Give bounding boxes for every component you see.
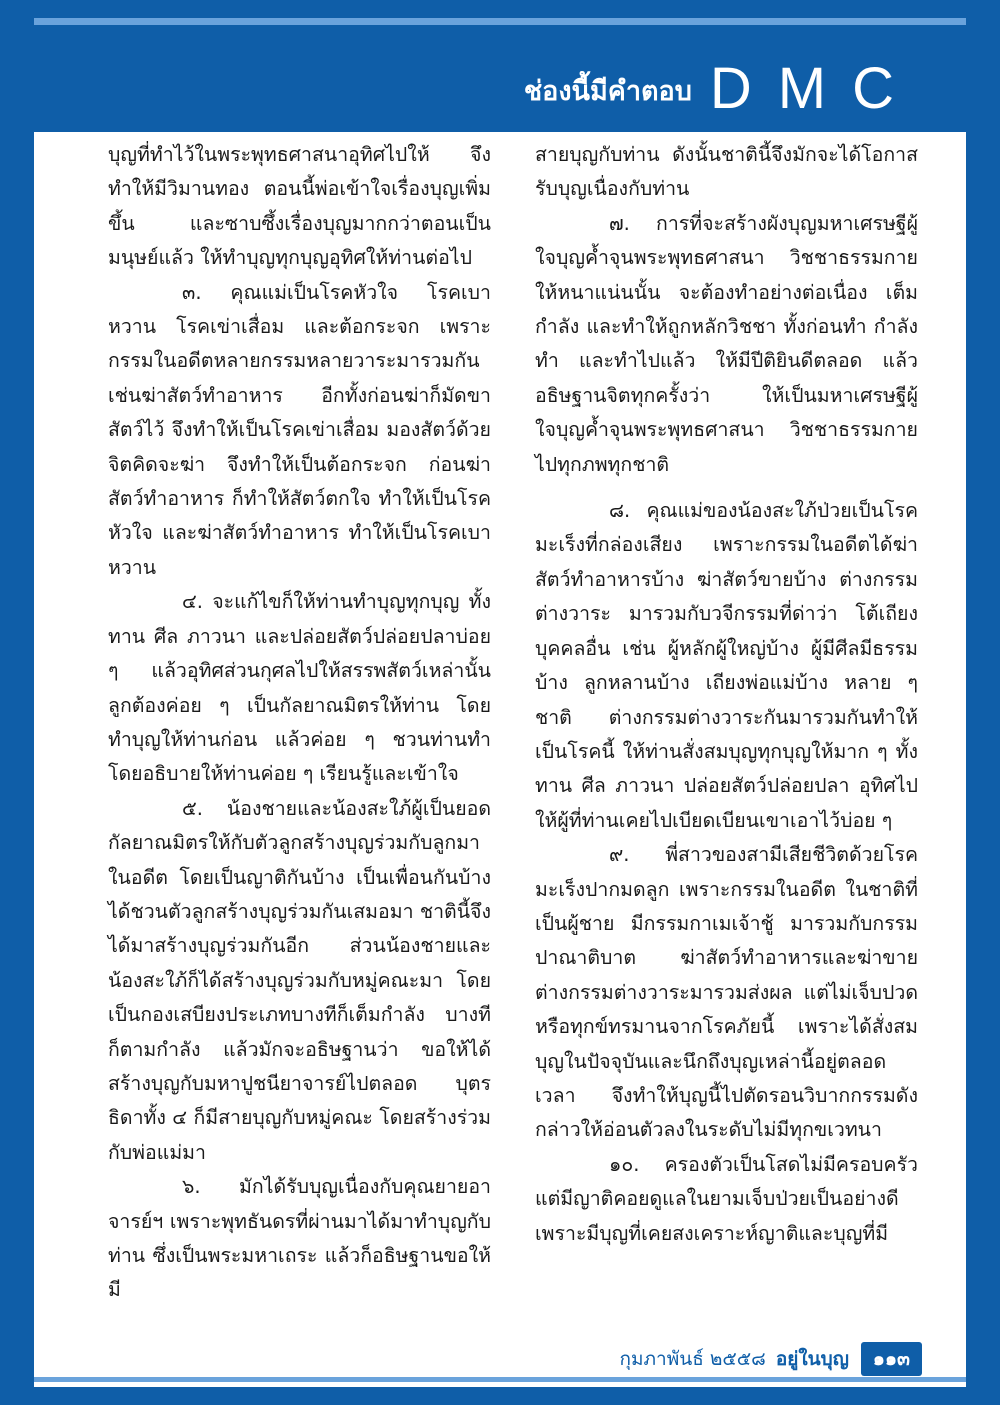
paragraph: ๘. คุณแม่ของน้องสะใภ้ป่วยเป็นโรคมะเร็งที่กล่องเสียง เพราะกรรมในอดีตได้ฆ่าสัตว์ทำอาหารบ้าง ฆ่าสัตว์ขายบ้าง ต่างกรรมต่างวาระ มารวมกับวจีกรรมที่ด่าว่า โต้เถียงบุคคลอื่น เช่น ผู้หลักผู้ใหญ่บ้าง ผู้มีศีลมีธรรมบ้าง ลูกหลานบ้าง เถียงพ่อแม่บ้าง หลาย ๆ ชาติ ต่างกรรมต่างวาระกันมารวมกันทำให้เป็นโรคนี้ ให้ท่านสั่งสมบุญทุกบุญให้มาก ๆ ทั้งทาน ศีล ภาวนา ปล่อยสัตว์ปล่อยปลา อุทิศไปให้ผู้ที่ท่านเคยไปเบียดเบียนเขาเอาไว้บ่อย ๆ — [535, 499, 918, 832]
issue-date: กุมภาพันธ์ ๒๕๕๘ — [619, 1348, 766, 1370]
right-text-column — [535, 138, 918, 1251]
column-title: ช่องนี้มีคำตอบ — [523, 76, 692, 107]
magazine-name: อยู่ในบุญ — [775, 1348, 849, 1370]
page-footer — [620, 1342, 923, 1376]
page-number: ๑๑๓ — [861, 1342, 922, 1376]
paragraph: ๗. การที่จะสร้างผังบุญมหาเศรษฐีผู้ใจบุญค้ำจุนพระพุทธศาสนา วิชชาธรรมกายให้หนาแน่นนั้น จะต้องทำอย่างต่อเนื่อง เต็มกำลัง และทำให้ถูกหลักวิชชา ทั้งก่อนทำ กำลังทำ และทำไปแล้ว ให้มีปีติยินดีตลอด แล้วอธิษฐานจิตทุกครั้งว่า ให้เป็นมหาเศรษฐีผู้ใจบุญค้ำจุนพระพุทธศาสนา วิชชาธรรมกาย ไปทุกภพทุกชาติ — [535, 211, 918, 476]
top-light-stripe — [34, 18, 966, 25]
paragraph: สายบุญกับท่าน ดังนั้นชาตินี้จึงมักจะได้โอกาสรับบุญเนื่องกับท่าน — [535, 143, 918, 201]
page-header — [523, 56, 920, 121]
paragraph: ๔. จะแก้ไขก็ให้ท่านทำบุญทุกบุญ ทั้งทาน ศีล ภาวนา และปล่อยสัตว์ปล่อยปลาบ่อย ๆ แล้วอุทิศส่วนกุศลไปให้สรรพสัตว์เหล่านั้น ลูกต้องค่อย ๆ เป็นกัลยาณมิตรให้ท่าน โดยทำบุญให้ท่านก่อน แล้วค่อย ๆ ชวนท่านทำ โดยอธิบายให้ท่านค่อย ๆ เรียนรู้และเข้าใจ — [108, 590, 491, 786]
bottom-light-stripe — [34, 1377, 966, 1382]
paragraph: ๕. น้องชายและน้องสะใภ้ผู้เป็นยอดกัลยาณมิตรให้กับตัวลูกสร้างบุญร่วมกับลูกมาในอดีต โดยเป็นญาติกันบ้าง เป็นเพื่อนกันบ้าง ได้ชวนตัวลูกสร้างบุญร่วมกันเสมอมา ชาตินี้จึงได้มาสร้างบุญร่วมกันอีก ส่วนน้องชายและน้องสะใภ้ก็ได้สร้างบุญร่วมกับหมู่คณะมา โดยเป็นกองเสบียงประเภทบางทีก็เต็มกำลัง บางทีก็ตามกำลัง แล้วมักจะอธิษฐานว่า ขอให้ได้สร้างบุญกับมหาปูชนียาจารย์ไปตลอด บุตรธิดาทั้ง ๔ ก็มีสายบุญกับหมู่คณะ โดยสร้างร่วมกับพ่อแม่มา — [108, 796, 491, 1164]
paragraph: ๑๐. ครองตัวเป็นโสดไม่มีครอบครัว แต่มีญาติคอยดูแลในยามเจ็บป่วยเป็นอย่างดี เพราะมีบุญที่เคยสงเคราะห์ญาติและบุญที่มี — [535, 1152, 918, 1245]
brand-title: DMC — [709, 56, 920, 121]
paragraph: บุญที่ทำไว้ในพระพุทธศาสนาอุทิศไปให้ จึงทำให้มีวิมานทอง ตอนนี้พ่อเข้าใจเรื่องบุญเพิ่มขึ้น และซาบซึ้งเรื่องบุญมากกว่าตอนเป็นมนุษย์แล้ว ให้ทำบุญทุกบุญอุทิศให้ท่านต่อไป — [108, 143, 491, 270]
right-blue-frame — [966, 0, 1000, 1405]
bottom-blue-frame — [0, 1387, 1000, 1405]
paragraph: ๙. พี่สาวของสามีเสียชีวิตด้วยโรคมะเร็งปากมดลูก เพราะกรรมในอดีต ในชาติที่เป็นผู้ชาย มีกรรมกาเมเจ้าชู้ มารวมกับกรรมปาณาติบาต ฆ่าสัตว์ทำอาหารและฆ่าขาย ต่างกรรมต่างวาระมารวมส่งผล แต่ไม่เจ็บปวดหรือทุกข์ทรมานจากโรคภัยนี้ เพราะได้สั่งสมบุญในปัจจุบันและนึกถึงบุญเหล่านี้อยู่ตลอดเวลา จึงทำให้บุญนี้ไปตัดรอนวิบากกรรมดังกล่าวให้อ่อนตัวลงในระดับไม่มีทุกขเวทนา — [535, 843, 918, 1142]
paragraph: ๓. คุณแม่เป็นโรคหัวใจ โรคเบาหวาน โรคเข่าเสื่อม และต้อกระจก เพราะกรรมในอดีตหลายกรรมหลายวาระมารวมกัน เช่นฆ่าสัตว์ทำอาหาร อีกทั้งก่อนฆ่าก็มัดขาสัตว์ไว้ จึงทำให้เป็นโรคเข่าเสื่อม มองสัตว์ด้วยจิตคิดจะฆ่า จึงทำให้เป็นต้อกระจก ก่อนฆ่าสัตว์ทำอาหาร ก็ทำให้สัตว์ตกใจ ทำให้เป็นโรคหัวใจ และฆ่าสัตว์ทำอาหาร ทำให้เป็นโรคเบาหวาน — [108, 280, 491, 579]
left-text-column — [108, 138, 491, 1308]
left-blue-frame — [0, 0, 34, 1405]
paragraph: ๖. มักได้รับบุญเนื่องกับคุณยายอาจารย์ฯ เพราะพุทธันดรที่ผ่านมาได้มาทำบุญกับท่าน ซึ่งเป็นพระมหาเถระ แล้วก็อธิษฐานขอให้มี — [108, 1175, 491, 1302]
